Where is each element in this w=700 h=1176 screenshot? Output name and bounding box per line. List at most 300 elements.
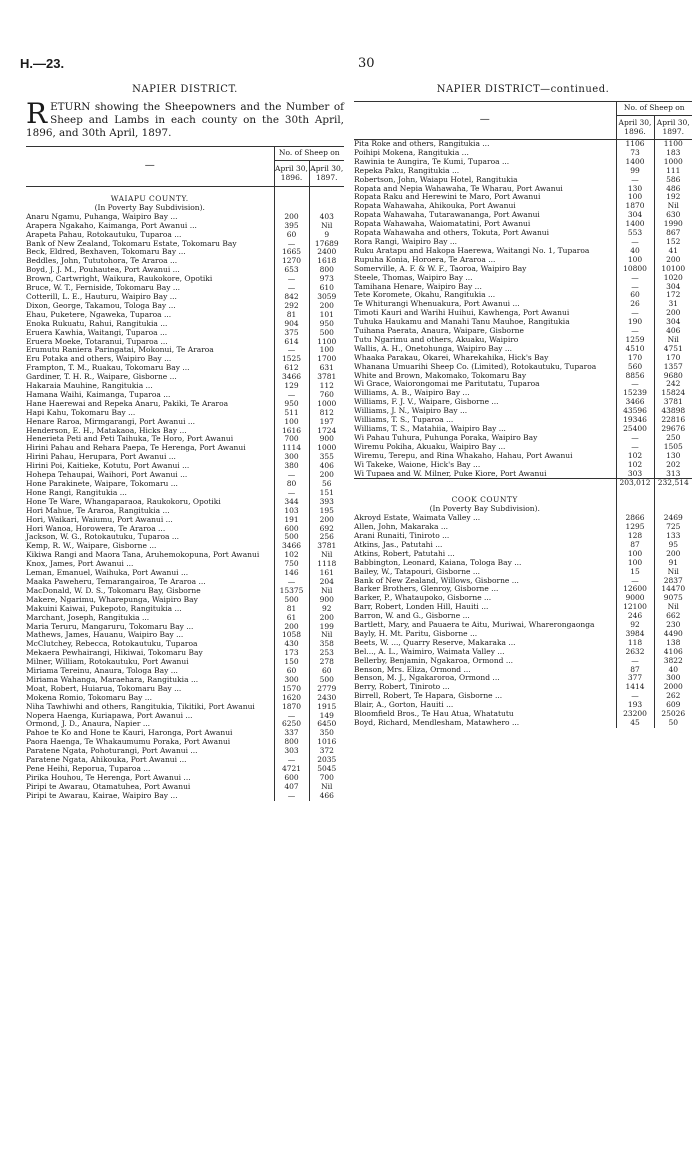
- sheep-1896: 200: [274, 623, 309, 632]
- owner-name: Barron, W. and G., Gisborne ...: [354, 611, 470, 621]
- sheep-1896: 4721: [274, 765, 309, 774]
- owner-name: Eru Potaka and others, Waipiro Bay ...: [26, 354, 172, 364]
- right-column: [354, 84, 692, 728]
- table-body: [354, 140, 692, 479]
- owner-name: Hohepa Tehaupai, Waihori, Port Awanui ...: [26, 470, 188, 480]
- sheep-1897: 2430: [309, 694, 344, 703]
- owner-name: Eruera Moeke, Totaranui, Tuparoa ...: [26, 336, 168, 346]
- sheep-1897: 56: [309, 480, 344, 489]
- owner-name: Boyd, Richard, Mendlesham, Matawhero ...: [354, 718, 520, 727]
- sheep-1897: 313: [654, 470, 692, 479]
- owner-name: Robertson, John, Waiapu Hotel, Rangitukia: [354, 174, 518, 184]
- owner-name: Birrell, Robert, Te Hapara, Gisborne ...: [354, 691, 503, 701]
- sheep-1896: —: [616, 443, 654, 452]
- subdivision-title: (In Poverty Bay Subdivision).: [94, 202, 205, 212]
- sheep-1897: 1020: [654, 274, 692, 283]
- sheep-1897: 2837: [654, 577, 692, 586]
- sheep-1896: —: [274, 712, 309, 721]
- owner-name: Cotterill, L. E., Hauturu, Waipiro Bay ...: [26, 291, 177, 301]
- sheep-1897: 50: [654, 719, 692, 728]
- sheep-1897: 2469: [654, 514, 692, 523]
- sheep-1896: 303: [274, 747, 309, 756]
- sheep-1896: 653: [274, 266, 309, 275]
- sheep-1896: 600: [274, 525, 309, 534]
- sheep-1897: 17689: [309, 240, 344, 249]
- sheep-1896: 1106: [616, 140, 654, 149]
- sheep-1896: 8856: [616, 372, 654, 381]
- owner-name: Allen, John, Makaraka ...: [354, 522, 448, 532]
- sheep-1897: 101: [309, 311, 344, 320]
- sheep-1896: 614: [274, 338, 309, 347]
- sheep-1896: 99: [616, 167, 654, 176]
- owner-name: Hapi Kahu, Tokomaru Bay ...: [26, 407, 136, 417]
- owner-name: Benson, M. J., Ngakaroroa, Ormond ...: [354, 673, 500, 683]
- sheep-1896: 100: [616, 256, 654, 265]
- sheep-1896: 407: [274, 783, 309, 792]
- owner-name: Atkins, Jas., Patutahi ...: [354, 539, 443, 549]
- sheep-1897: 250: [654, 434, 692, 443]
- sheep-1897: 2035: [309, 756, 344, 765]
- sheep-1897: 812: [309, 409, 344, 418]
- sheep-1897: 3781: [309, 542, 344, 551]
- owner-name: Benson, Mrs. Eliza, Ormond ...: [354, 664, 471, 674]
- sheep-1897: 358: [309, 640, 344, 649]
- sheep-1897: 760: [309, 391, 344, 400]
- owner-name: Marchant, Joseph, Rangitukia ...: [26, 612, 150, 622]
- sheep-1896: 612: [274, 364, 309, 373]
- sheep-1896: —: [274, 275, 309, 284]
- sheep-1896: 12600: [616, 585, 654, 594]
- owner-name: Hamana Waihi, Kaimanga, Tuparoa ...: [26, 389, 171, 399]
- sheep-1896: 60: [274, 667, 309, 676]
- sheep-1897: 202: [654, 461, 692, 470]
- sheep-1896: 1870: [616, 202, 654, 211]
- sheep-1896: 1270: [274, 257, 309, 266]
- header-col-1897: April 30, 1897.: [309, 161, 344, 187]
- table-row: [26, 792, 344, 801]
- owner-name: Beets, W. ..., Quarry Reserve, Makaraka ...: [354, 637, 516, 647]
- header-name-col: —: [479, 114, 490, 126]
- owner-name: Knox, James, Port Awanui ...: [26, 559, 134, 569]
- owner-name: Bailey, W., Tatapouri, Gisborne ...: [354, 566, 480, 576]
- owner-name: Williams, T. S., Matahiia, Waipiro Bay ...: [354, 424, 506, 433]
- owner-name: Tuhuka Haukamu and Manahi Tanu Mauhoe, Rangitukia: [354, 317, 570, 327]
- owner-name: Leman, Emanuel, Waihuka, Port Awanui ...: [26, 568, 189, 578]
- sheep-1897: 29676: [654, 425, 692, 434]
- header-col-1896: April 30, 1896.: [274, 161, 309, 187]
- sheep-1897: 200: [309, 302, 344, 311]
- sheep-1896: 15: [616, 568, 654, 577]
- intro-text: ETURN showing the Sheepowners and the Number of Sheep and Lambs in each county on the 30th April, 1896, and 30th April, 1897.: [26, 101, 344, 139]
- page-number: 30: [358, 56, 375, 71]
- table-row: [354, 719, 692, 728]
- sheep-1896: 904: [274, 320, 309, 329]
- sheep-1896: 292: [274, 302, 309, 311]
- owner-name: Makuini Kaiwai, Pukepoto, Rangitukia ...: [26, 603, 182, 613]
- sheep-1896: 3984: [616, 630, 654, 639]
- owner-name: Wiremu, Terepu, and Rina Whakaho, Hahau, Port Awanui: [354, 450, 573, 460]
- owner-name: Williams, F. J. V., Waipare, Gisborne ...: [354, 397, 499, 407]
- owner-name: Boyd, J. J. M., Pouhautea, Port Awanui ...: [26, 265, 180, 275]
- header-group: No. of Sheep on: [616, 102, 692, 116]
- sheep-1897: 204: [309, 578, 344, 587]
- owner-name: Wallis, A. H., Onetohunga, Waipiro Bay ...: [354, 343, 513, 353]
- sheep-1897: Nil: [309, 587, 344, 596]
- owner-name: Hone Parakinete, Waipare, Tokomaru ...: [26, 479, 178, 488]
- owner-name: Hirini Pahau, Herupara, Port Awanui ...: [26, 452, 176, 462]
- total-1896: 203,012: [616, 479, 654, 488]
- sheep-1897: 152: [654, 238, 692, 247]
- sheep-1897: 700: [309, 774, 344, 783]
- owner-name: Hane Haerewai and Repeka Anaru, Pakiki, Te Araroa: [26, 398, 229, 408]
- sheep-1897: 486: [654, 185, 692, 194]
- owner-name: Barker Brothers, Glenroy, Gisborne ...: [354, 584, 499, 594]
- owner-name: Paratene Ngata, Ahikouka, Port Awanui ...: [26, 755, 187, 765]
- sheep-1897: 2000: [654, 683, 692, 692]
- sheep-1897: 631: [309, 364, 344, 373]
- sheep-1897: 9075: [654, 594, 692, 603]
- sheep-1897: 900: [309, 596, 344, 605]
- owner-name: Wi Grace, Waiorongomai me Paritutatu, Tuparoa: [354, 379, 540, 389]
- sheep-1897: 10100: [654, 265, 692, 274]
- sheep-1897: 1000: [309, 444, 344, 453]
- sheep-1897: 262: [654, 692, 692, 701]
- page-header: [20, 56, 680, 76]
- sheep-1897: 3781: [309, 373, 344, 382]
- sheep-1896: 100: [616, 559, 654, 568]
- sheep-1897: Nil: [654, 603, 692, 612]
- sheep-1896: 150: [274, 658, 309, 667]
- owner-name: Ruku Aratapu and Hakopa Haerewa, Waitangi No. 1, Tuparoa: [354, 245, 590, 255]
- owner-name: Anaru Ngamu, Puhanga, Waipiro Bay ...: [26, 211, 178, 221]
- sheep-1896: 128: [616, 532, 654, 541]
- owner-name: Hone Te Ware, Whangaparaoa, Raukokoru, Opotiki: [26, 496, 221, 506]
- sheep-1897: 91: [654, 559, 692, 568]
- owner-name: Miriama Tereinu, Anaura, Tologa Bay ...: [26, 666, 178, 676]
- sheep-1896: 380: [274, 462, 309, 471]
- owner-name: Bruce, W. T., Ferniside, Tokomaru Bay ...: [26, 283, 180, 293]
- sheep-1897: 197: [309, 418, 344, 427]
- sheep-1896: —: [616, 283, 654, 292]
- sheep-1896: 1114: [274, 444, 309, 453]
- sheep-1896: 377: [616, 674, 654, 683]
- header-name-col: —: [144, 160, 155, 172]
- owner-name: Dixon, George, Takamou, Tologa Bay ...: [26, 300, 176, 310]
- sheep-1896: 81: [274, 605, 309, 614]
- sheep-1897: 253: [309, 649, 344, 658]
- owner-name: Wiremu Pokiha, Akuaku, Waipiro Bay ...: [354, 441, 506, 451]
- sheep-1896: 600: [274, 774, 309, 783]
- owner-name: Beck, Eldred, Bexhaven, Tokomaru Bay ...: [26, 247, 186, 257]
- sheep-1896: 1616: [274, 427, 309, 436]
- sheep-1897: Nil: [654, 336, 692, 345]
- sheep-1896: —: [274, 240, 309, 249]
- owner-name: Hori Mahue, Te Araroa, Rangitukia ...: [26, 505, 170, 515]
- sheep-1896: —: [274, 578, 309, 587]
- sheep-1897: 1000: [309, 400, 344, 409]
- subdivision-title: (In Poverty Bay Subdivision).: [429, 504, 540, 514]
- sheep-1896: 246: [616, 612, 654, 621]
- owner-name: Babbington, Leonard, Kaiana, Tologa Bay ...: [354, 557, 522, 567]
- sheep-1897: 149: [309, 712, 344, 721]
- sheep-1896: 80: [274, 480, 309, 489]
- sheep-1896: 190: [616, 318, 654, 327]
- sheep-1896: 553: [616, 229, 654, 238]
- sheep-1896: 25400: [616, 425, 654, 434]
- sheep-1897: 4751: [654, 345, 692, 354]
- sheep-1897: 15824: [654, 389, 692, 398]
- sheep-1897: 161: [309, 569, 344, 578]
- owner-name: Ropata Wahawaha, Tutarawananga, Port Awanui: [354, 210, 540, 220]
- sheep-1896: 9000: [616, 594, 654, 603]
- owner-name: Williams, T. S., Tuparoa ...: [354, 415, 454, 425]
- sheep-1897: 950: [309, 320, 344, 329]
- sheep-1896: 750: [274, 560, 309, 569]
- owner-name: Ropata Wahawaha and others, Tokuta, Port Awanui: [354, 228, 550, 238]
- sheep-1896: 193: [616, 701, 654, 710]
- owner-name: Repeka Paku, Rangitukia ...: [354, 165, 460, 175]
- sheep-1896: 173: [274, 649, 309, 658]
- owner-name: White and Brown, Makomako, Tokomaru Bay: [354, 370, 527, 380]
- owner-name: Atkins, Robert, Patutahi ...: [354, 548, 455, 558]
- sheep-1896: 1665: [274, 248, 309, 257]
- owner-name: Hirini Pahau and Rehara Paepa, Te Herenga, Port Awanui: [26, 443, 246, 453]
- left-column: [26, 84, 344, 801]
- sheep-1897: 1016: [309, 738, 344, 747]
- total-row: [354, 479, 692, 488]
- owner-name: McClutchey, Rebecca, Rotokautuku, Tuparoa: [26, 639, 198, 649]
- sheep-1896: 700: [274, 435, 309, 444]
- owner-name: Henerieta Peti and Peti Taihuka, Te Horo, Port Awanui: [26, 434, 234, 444]
- sheep-1897: 200: [654, 256, 692, 265]
- sheep-1897: 1990: [654, 220, 692, 229]
- sheep-table-left: [26, 146, 344, 801]
- sheep-1897: 9680: [654, 372, 692, 381]
- header-col-1897: April 30, 1897.: [654, 116, 692, 140]
- owner-name: Ehau, Puketere, Ngaweka, Tuparoa ...: [26, 309, 172, 319]
- owner-name: Enoka Rukuatu, Rahui, Rangitukia ...: [26, 318, 168, 328]
- owner-name: Pirika Houhou, Te Herenga, Port Awanui ...: [26, 772, 191, 782]
- sheep-1896: 170: [616, 354, 654, 363]
- owner-name: Erumutu Raniera Paringatai, Mokonui, Te Araroa: [26, 345, 214, 355]
- owner-name: Hirini Poi, Kaitieke, Kotutu, Port Awanui ...: [26, 461, 190, 471]
- owner-name: Bellerby, Benjamin, Ngakaroa, Ormond ...: [354, 655, 513, 665]
- sheep-1896: 102: [274, 551, 309, 560]
- sheep-1897: 304: [654, 318, 692, 327]
- sheep-1897: 200: [309, 614, 344, 623]
- sheep-1897: 350: [309, 729, 344, 738]
- sheep-1897: 95: [654, 541, 692, 550]
- sheep-1897: 100: [309, 346, 344, 355]
- sheep-1897: Nil: [309, 551, 344, 560]
- owner-name: Brown, Cartwright, Waikura, Raukokore, Opotiki: [26, 274, 213, 284]
- owner-name: Barr, Robert, Londen Hill, Hauiti ...: [354, 602, 489, 612]
- sheep-1897: 230: [654, 621, 692, 630]
- sheep-1897: 25026: [654, 710, 692, 719]
- sheep-1897: 4106: [654, 648, 692, 657]
- sheep-1897: 22816: [654, 416, 692, 425]
- sheep-1896: —: [616, 176, 654, 185]
- sheep-1896: 40: [616, 247, 654, 256]
- sheep-1897: 200: [654, 550, 692, 559]
- owner-name: Ropata Wahawaha, Waiomatatini, Port Awanui: [354, 219, 531, 229]
- owner-name: Piripi te Awarau, Kairae, Waipiro Bay ...: [26, 790, 178, 800]
- sheep-1896: —: [616, 309, 654, 318]
- owner-name: MacDonald, W. D. S., Tokomaru Bay, Gisborne: [26, 585, 201, 595]
- sheep-1896: 1295: [616, 523, 654, 532]
- sheep-1897: 170: [654, 354, 692, 363]
- sheep-1897: 14470: [654, 585, 692, 594]
- owner-name: Arani Runaiti, Tiniroto ...: [354, 530, 450, 540]
- sheep-1896: —: [616, 434, 654, 443]
- sheep-1896: 15239: [616, 389, 654, 398]
- sheep-1897: 133: [654, 532, 692, 541]
- sheep-1897: Nil: [309, 222, 344, 231]
- sheep-1897: 111: [654, 167, 692, 176]
- sheep-1897: 40: [654, 666, 692, 675]
- owner-name: Mokena Romio, Tokomaru Bay ...: [26, 692, 152, 702]
- sheep-1896: 200: [274, 213, 309, 222]
- sheep-1897: 192: [654, 193, 692, 202]
- owner-name: Wi Takeke, Waione, Hick's Bay ...: [354, 459, 481, 469]
- sheep-1896: 842: [274, 293, 309, 302]
- sheep-1896: —: [274, 756, 309, 765]
- owner-name: Kikiwa Rangi and Maora Tana, Aruhemokopuna, Port Awanui: [26, 550, 260, 560]
- sheep-1896: 103: [274, 507, 309, 516]
- owner-name: Arapeta Pahau, Rotokautuku, Tuparoa ...: [26, 229, 182, 239]
- sheep-1897: 41: [654, 247, 692, 256]
- sheep-1896: 81: [274, 311, 309, 320]
- owner-name: Berry, Robert, Tiniroto ...: [354, 682, 450, 692]
- owner-name: Paora Haenga, Te Whakaumumu Poraka, Port Awanui: [26, 737, 231, 747]
- sheep-1896: 100: [616, 193, 654, 202]
- sheep-1897: 1724: [309, 427, 344, 436]
- sheep-table-right: [354, 101, 692, 728]
- owner-name: Henare Raroa, Mirmgarangi, Port Awanui ...: [26, 416, 196, 426]
- sheep-1897: 800: [309, 266, 344, 275]
- sheep-1897: 1000: [654, 158, 692, 167]
- sheep-1897: 355: [309, 453, 344, 462]
- sheep-1896: 3466: [274, 373, 309, 382]
- sheep-1896: 375: [274, 329, 309, 338]
- sheep-1897: 609: [654, 701, 692, 710]
- sheep-1896: 950: [274, 400, 309, 409]
- section-title-continued: NAPIER DISTRICT—continued.: [436, 84, 610, 95]
- sheep-1896: 344: [274, 498, 309, 507]
- county-title: WAIAPU COUNTY.: [110, 194, 189, 203]
- sheep-1896: 2866: [616, 514, 654, 523]
- sheep-1897: 200: [654, 309, 692, 318]
- sheep-1896: 1058: [274, 631, 309, 640]
- sheep-1896: 1400: [616, 158, 654, 167]
- sheep-1897: 3781: [654, 398, 692, 407]
- sheep-1897: 6450: [309, 720, 344, 729]
- sheep-1897: 1700: [309, 355, 344, 364]
- sheep-1896: —: [616, 274, 654, 283]
- header-col-1896: April 30, 1896.: [616, 116, 654, 140]
- sheep-1896: 6250: [274, 720, 309, 729]
- sheep-1897: 92: [309, 605, 344, 614]
- sheep-1896: 10800: [616, 265, 654, 274]
- sheep-1896: 146: [274, 569, 309, 578]
- sheep-1896: 12100: [616, 603, 654, 612]
- owner-name: Tuihana Paerata, Anaura, Waipare, Gisborne: [354, 326, 524, 336]
- owner-name: Te Whiturangi Whenuakura, Port Awanui ...: [354, 299, 520, 309]
- sheep-1896: —: [616, 380, 654, 389]
- sheep-1897: 1357: [654, 363, 692, 372]
- owner-name: Somerville, A. F. & W. F., Taoroa, Waipiro Bay: [354, 263, 527, 273]
- sheep-1897: 195: [309, 507, 344, 516]
- sheep-1896: 1870: [274, 703, 309, 712]
- owner-name: Pene Heihi, Reporua, Tuparoa ...: [26, 764, 151, 773]
- owner-name: Miriama Wahanga, Maraehara, Rangitukia ...: [26, 674, 199, 684]
- owner-name: Beddles, John, Tututohora, Te Araroa ...: [26, 256, 178, 266]
- owner-name: Rawinia te Aungira, Te Kumi, Tuparoa ...: [354, 156, 510, 166]
- sheep-1896: —: [274, 471, 309, 480]
- sheep-1896: 87: [616, 541, 654, 550]
- owner-name: Bank of New Zealand, Willows, Gisborne ...: [354, 575, 519, 585]
- sheep-1896: 3466: [616, 398, 654, 407]
- section-title: NAPIER DISTRICT.: [132, 84, 238, 95]
- owner-name: Kemp, R. W., Waipare, Gisborne ...: [26, 541, 157, 551]
- owner-name: Ropata and Nepia Wahawaha, Te Wharau, Port Awanui: [354, 183, 563, 193]
- sheep-1896: 1414: [616, 683, 654, 692]
- owner-name: Barker, P., Whataupoko, Gisborne ...: [354, 593, 492, 603]
- sheep-1897: 1118: [309, 560, 344, 569]
- sheep-1896: 511: [274, 409, 309, 418]
- sheep-1896: 560: [616, 363, 654, 372]
- owner-name: Henderson, E. H., Matakaoa, Hicks Bay ...: [26, 425, 187, 435]
- owner-name: Bank of New Zealand, Tokomaru Estate, Tokomaru Bay: [26, 238, 237, 248]
- owner-name: Pahoe te Ko and Hone te Kauri, Haronga, Port Awanui: [26, 728, 233, 738]
- sheep-1896: 500: [274, 596, 309, 605]
- sheep-1897: 3822: [654, 657, 692, 666]
- sheep-1896: 1525: [274, 355, 309, 364]
- sheep-1896: 130: [616, 185, 654, 194]
- sheep-1896: 19346: [616, 416, 654, 425]
- sheep-1897: 500: [309, 676, 344, 685]
- sheep-1896: 100: [274, 418, 309, 427]
- owner-name: Ormond, J. D., Anaura, Napier ...: [26, 719, 151, 729]
- owner-name: Hori, Waikari, Waiumu, Port Awanui ...: [26, 514, 173, 524]
- owner-name: Mekaera Pewhairangi, Hikiwai, Tokomaru Bay: [26, 648, 203, 658]
- sheep-1896: 60: [616, 291, 654, 300]
- owner-name: Rora Rangi, Waipiro Bay ...: [354, 236, 458, 246]
- sheep-1897: 393: [309, 498, 344, 507]
- sheep-1897: 300: [654, 674, 692, 683]
- sheep-1897: Nil: [309, 783, 344, 792]
- sheep-1896: 118: [616, 639, 654, 648]
- table-header: [26, 147, 344, 187]
- sheep-1897: 4490: [654, 630, 692, 639]
- sheep-1896: 26: [616, 300, 654, 309]
- sheep-1897: 2400: [309, 248, 344, 257]
- sheep-1897: 200: [309, 516, 344, 525]
- sheep-1897: 900: [309, 435, 344, 444]
- header-group: No. of Sheep on: [274, 147, 344, 161]
- sheep-1896: 102: [616, 461, 654, 470]
- owner-name: Eruera Kawhia, Waitangi, Tuparoa ...: [26, 327, 168, 337]
- owner-name: Gardiner, T. H. R., Waipare, Gisborne ...: [26, 372, 177, 382]
- sheep-1896: 23200: [616, 710, 654, 719]
- page-reference: H.—23.: [20, 56, 65, 71]
- owner-name: Wi Pahau Tuhura, Puhunga Poraka, Waipiro Bay: [354, 432, 538, 442]
- owner-name: Bayly, H. Mt. Paritu, Gisborne ...: [354, 628, 478, 638]
- owner-name: Rupuha Konia, Horoera, Te Araroa ...: [354, 254, 496, 264]
- sheep-1897: 1505: [654, 443, 692, 452]
- sheep-1896: —: [616, 657, 654, 666]
- sheep-1896: 45: [616, 719, 654, 728]
